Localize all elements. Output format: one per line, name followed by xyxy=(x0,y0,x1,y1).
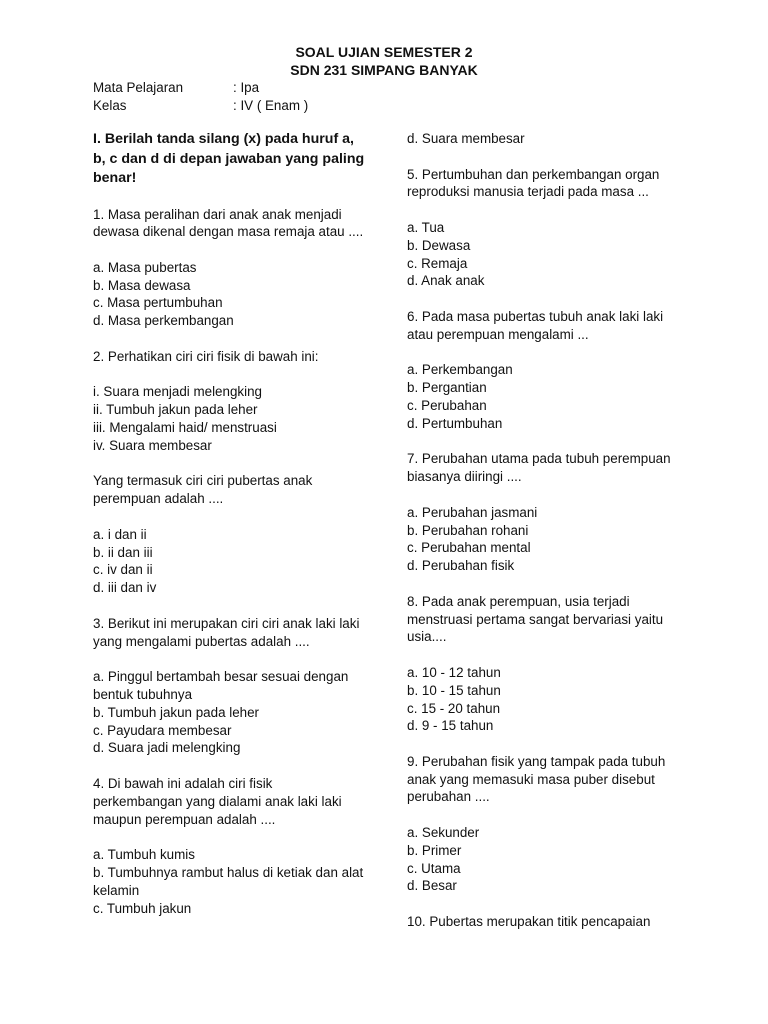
question-stem: 5. Pertumbuhan dan perkembangan organ reproduksi manusia terjadi pada masa ... xyxy=(407,166,660,200)
question-8 xyxy=(407,593,679,735)
statement-i: i. Suara menjadi melengking xyxy=(93,384,262,400)
option-d: d. Suara jadi melengking xyxy=(93,740,241,756)
answer-options xyxy=(93,259,365,330)
statement-ii: ii. Tumbuh jakun pada leher xyxy=(93,402,258,418)
statement-iii: iii. Mengalami haid/ menstruasi xyxy=(93,420,277,436)
answer-options xyxy=(407,219,679,290)
option-d: d. Anak anak xyxy=(407,273,485,289)
option-d: d. iii dan iv xyxy=(93,580,157,596)
question-2 xyxy=(93,348,365,597)
option-b: b. 10 - 15 tahun xyxy=(407,682,501,698)
option-a: a. Perkembangan xyxy=(407,362,513,378)
question-1 xyxy=(93,206,365,331)
exam-title: SOAL UJIAN SEMESTER 2 xyxy=(295,44,473,60)
question-stem: 10. Pubertas merupakan titik pencapaian xyxy=(407,914,651,930)
question-stem: 4. Di bawah ini adalah ciri fisik perkembangan yang dialami anak laki laki maupun perempuan adalah .... xyxy=(93,776,342,827)
option-b: b. Masa dewasa xyxy=(93,277,191,293)
class-value: : IV ( Enam ) xyxy=(233,98,309,113)
answer-options xyxy=(93,526,365,597)
question-prompt: Yang termasuk ciri ciri pubertas anak perempuan adalah .... xyxy=(93,473,313,507)
answer-options xyxy=(407,824,679,895)
option-d: d. Besar xyxy=(407,878,457,894)
option-c: c. Remaja xyxy=(407,255,468,271)
option-b: b. Tumbuhnya rambut halus di ketiak dan alat kelamin xyxy=(93,864,364,898)
option-a: a. 10 - 12 tahun xyxy=(407,664,501,680)
subject-value: : Ipa xyxy=(233,80,260,95)
option-a: a. Tumbuh kumis xyxy=(93,847,195,863)
answer-options xyxy=(93,668,365,757)
answer-options xyxy=(407,504,679,575)
option-c: c. Perubahan mental xyxy=(407,540,531,556)
question-4 xyxy=(93,775,365,917)
option-d: d. Suara membesar xyxy=(407,131,525,146)
option-b: b. Primer xyxy=(407,842,462,858)
question-stem: 2. Perhatikan ciri ciri fisik di bawah ini: xyxy=(93,348,319,364)
question-stem: 1. Masa peralihan dari anak anak menjadi dewasa dikenal dengan masa remaja atau .... xyxy=(93,206,364,240)
question-stem: 8. Pada anak perempuan, usia terjadi menstruasi pertama sangat bervariasi yaitu usia.... xyxy=(407,593,664,645)
answer-options xyxy=(407,361,679,432)
question-stem: 9. Perubahan fisik yang tampak pada tubuh anak yang memasuki masa puber disebut perubahan .... xyxy=(407,753,666,805)
option-c: c. Payudara membesar xyxy=(93,722,232,738)
question-stem: 6. Pada masa pubertas tubuh anak laki laki atau perempuan mengalami ... xyxy=(407,308,664,342)
option-d: d. 9 - 15 tahun xyxy=(407,718,494,734)
option-a: a. Sekunder xyxy=(407,825,480,841)
option-c: c. Utama xyxy=(407,860,461,876)
question-6 xyxy=(407,308,679,433)
option-b: b. Tumbuh jakun pada leher xyxy=(93,704,260,720)
question-stem: 3. Berikut ini merupakan ciri ciri anak laki laki yang mengalami pubertas adalah .... xyxy=(93,615,360,649)
statement-iv: iv. Suara membesar xyxy=(93,437,212,453)
answer-options xyxy=(407,130,679,148)
option-a: a. Pinggul bertambah besar sesuai dengan bentuk tubuhnya xyxy=(93,669,349,703)
option-d: d. Pertumbuhan xyxy=(407,415,503,431)
question-stem: 7. Perubahan utama pada tubuh perempuan biasanya diiringi .... xyxy=(407,451,671,485)
option-c: c. Masa pertumbuhan xyxy=(93,295,223,311)
class-label: Kelas xyxy=(93,98,127,113)
option-a: a. i dan ii xyxy=(93,526,147,542)
question-5 xyxy=(407,166,679,291)
class-row xyxy=(93,97,308,115)
question-4-continued xyxy=(407,130,679,148)
option-c: c. Tumbuh jakun xyxy=(93,900,192,916)
document-header xyxy=(0,43,768,79)
option-b: b. Perubahan rohani xyxy=(407,522,529,538)
option-a: a. Masa pubertas xyxy=(93,259,197,275)
option-a: a. Perubahan jasmani xyxy=(407,504,538,520)
option-d: d. Perubahan fisik xyxy=(407,558,515,574)
answer-options xyxy=(407,664,679,735)
option-a: a. Tua xyxy=(407,219,445,235)
option-b: b. Dewasa xyxy=(407,237,471,253)
exam-meta xyxy=(93,79,308,115)
question-10 xyxy=(407,913,679,931)
question-3 xyxy=(93,615,365,757)
option-c: c. 15 - 20 tahun xyxy=(407,700,501,716)
option-b: b. ii dan iii xyxy=(93,544,153,560)
answer-options xyxy=(93,846,365,917)
option-c: c. iv dan ii xyxy=(93,562,153,578)
right-column xyxy=(407,130,679,949)
left-column xyxy=(93,130,365,935)
instruction-text: I. Berilah tanda silang (x) pada huruf a, b, c dan d di depan jawaban yang paling benar! xyxy=(93,131,365,186)
school-name: SDN 231 SIMPANG BANYAK xyxy=(290,62,478,78)
question-9 xyxy=(407,753,679,895)
subject-label: Mata Pelajaran xyxy=(93,80,184,95)
option-b: b. Pergantian xyxy=(407,380,487,396)
option-c: c. Perubahan xyxy=(407,397,487,413)
subject-row xyxy=(93,79,308,97)
question-7 xyxy=(407,450,679,575)
statement-list xyxy=(93,383,365,454)
option-d: d. Masa perkembangan xyxy=(93,313,234,329)
